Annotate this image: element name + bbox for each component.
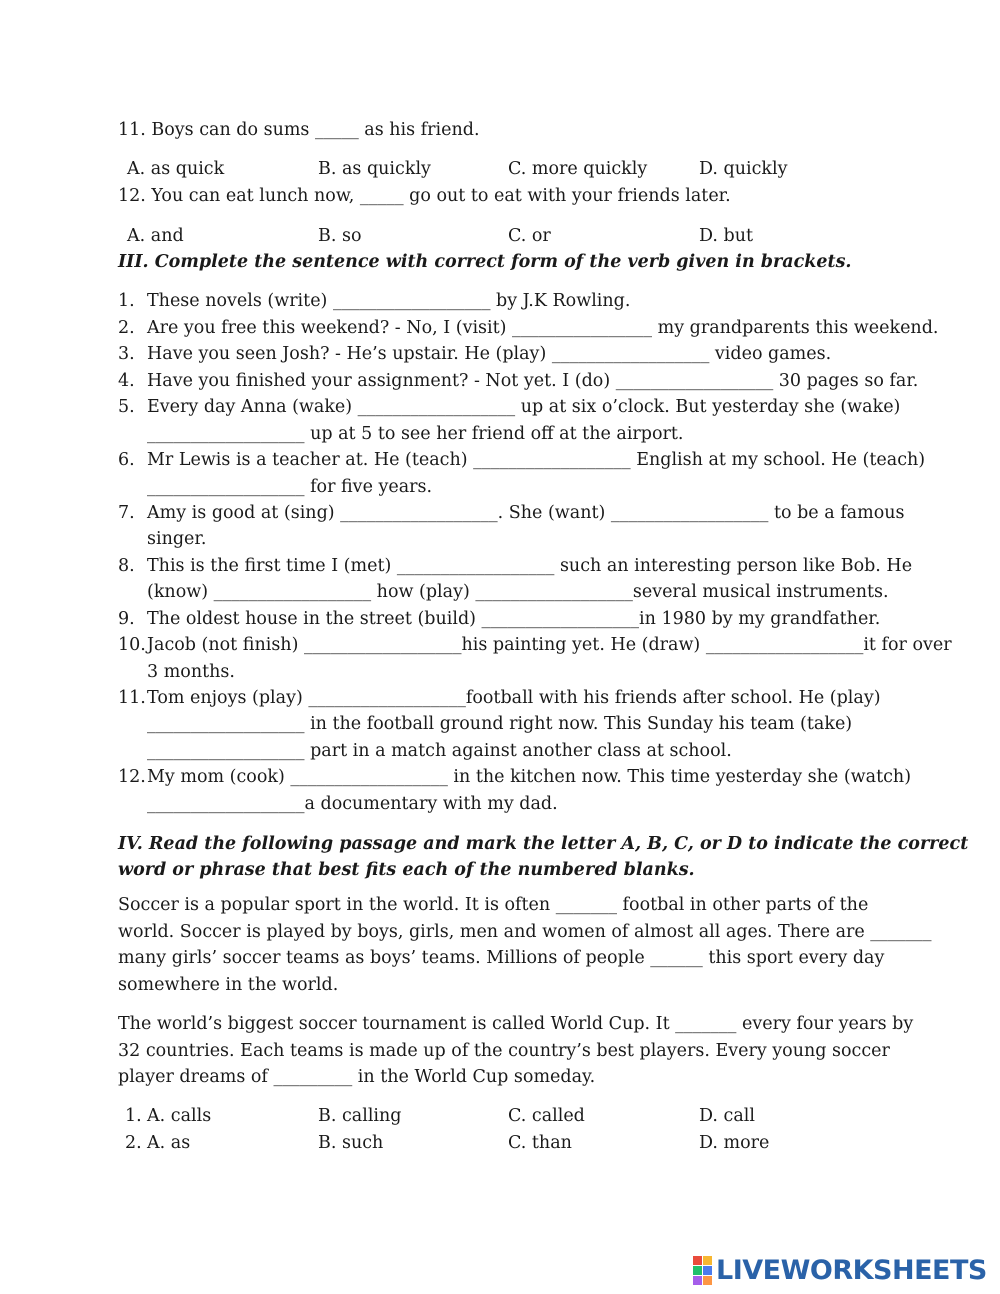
logo-text: LIVEWORKSHEETS [716, 1254, 987, 1286]
passage-line: The world’s biggest soccer tournament is called World Cup. It _______ every four years by [118, 1014, 914, 1034]
passage-line: 32 countries. Each teams is made up of the country’s best players. Every young soccer [118, 1041, 890, 1061]
item-text: 3 months. [147, 662, 235, 682]
question-11-options [127, 158, 887, 180]
option-c: C. or [508, 226, 551, 246]
item-text: Have you seen Josh? - He’s upstair. He (play) __________________ video games. [147, 344, 832, 364]
item-text: __________________a documentary with my dad. [147, 794, 558, 814]
option-d: D. quickly [699, 159, 788, 179]
item-text: The oldest house in the street (build) __________________in 1980 by my grandfather. [147, 609, 881, 629]
passage-line: player dreams of _________ in the World Cup someday. [118, 1067, 596, 1087]
item-text: Are you free this weekend? - No, I (visit) ________________ my grandparents this weekend. [147, 318, 939, 338]
item-text: __________________ in the football ground right now. This Sunday his team (take) [147, 714, 853, 734]
option-c: C. called [508, 1106, 585, 1126]
section-3-heading: III. Complete the sentence with correct form of the verb given in brackets. [118, 252, 852, 272]
question-12: 12. You can eat lunch now, _____ go out to eat with your friends later. [118, 186, 731, 206]
item-number: 6. [118, 450, 135, 470]
item-text: singer. [147, 529, 207, 549]
option-c: C. than [508, 1133, 572, 1153]
item-number: 12. [118, 767, 146, 787]
passage-question-number: 2. [125, 1133, 142, 1153]
option-d: D. but [699, 226, 754, 246]
option-b: B. so [318, 226, 362, 246]
item-text: Amy is good at (sing) __________________. She (want) __________________ to be a famous [147, 503, 905, 523]
item-text: Mr Lewis is a teacher at. He (teach) __________________ English at my school. He (teach) [147, 450, 926, 470]
option-a: A. calls [147, 1106, 212, 1126]
item-text: __________________ part in a match against another class at school. [147, 741, 732, 761]
liveworksheets-logo[interactable] [693, 1255, 987, 1285]
passage-question-2-options [147, 1132, 907, 1154]
item-text: Jacob (not finish) __________________his painting yet. He (draw) __________________it for over [147, 635, 952, 655]
option-a: A. and [127, 226, 184, 246]
passage-line: many girls’ soccer teams as boys’ teams. Millions of people ______ this sport every day [118, 948, 885, 968]
section-4-heading-line2: word or phrase that best fits each of the numbered blanks. [118, 860, 695, 880]
item-number: 4. [118, 371, 135, 391]
item-text: These novels (write) __________________ by J.K Rowling. [147, 291, 631, 311]
item-number: 11. [118, 688, 146, 708]
item-text: This is the first time I (met) __________________ such an interesting person like Bob. He [147, 556, 913, 576]
option-b: B. as quickly [318, 159, 431, 179]
passage-line: Soccer is a popular sport in the world. It is often _______ footbal in other parts of the [118, 895, 869, 915]
logo-block [693, 1266, 702, 1275]
item-number: 3. [118, 344, 135, 364]
passage-question-1-options [147, 1105, 907, 1127]
passage-question-number: 1. [125, 1106, 142, 1126]
logo-block [703, 1276, 712, 1285]
logo-block [703, 1256, 712, 1265]
liveworksheets-logo-icon [693, 1256, 712, 1285]
item-number: 7. [118, 503, 135, 523]
section-4-heading-line1: IV. Read the following passage and mark the letter A, B, C, or D to indicate the correct [118, 834, 969, 854]
option-d: D. call [699, 1106, 755, 1126]
item-text: Have you finished your assignment? - Not yet. I (do) __________________ 30 pages so far. [147, 371, 919, 391]
item-number: 9. [118, 609, 135, 629]
question-12-options [127, 225, 887, 247]
item-text: (know) __________________ how (play) __________________several musical instruments. [147, 582, 889, 602]
item-text: Tom enjoys (play) __________________football with his friends after school. He (play) [147, 688, 881, 708]
option-a: A. as quick [127, 159, 225, 179]
item-number: 10. [118, 635, 146, 655]
option-d: D. more [699, 1133, 770, 1153]
option-a: A. as [147, 1133, 191, 1153]
logo-block [693, 1256, 702, 1265]
item-text: __________________ up at 5 to see her friend off at the airport. [147, 424, 684, 444]
item-text: __________________ for five years. [147, 477, 433, 497]
item-text: Every day Anna (wake) __________________ up at six o’clock. But yesterday she (wake) [147, 397, 901, 417]
item-text: My mom (cook) __________________ in the kitchen now. This time yesterday she (watch) [147, 767, 912, 787]
item-number: 8. [118, 556, 135, 576]
item-number: 2. [118, 318, 135, 338]
logo-block [703, 1266, 712, 1275]
option-c: C. more quickly [508, 159, 648, 179]
option-b: B. such [318, 1133, 384, 1153]
logo-block [693, 1276, 702, 1285]
item-number: 5. [118, 397, 135, 417]
question-11: 11. Boys can do sums _____ as his friend. [118, 120, 480, 140]
option-b: B. calling [318, 1106, 402, 1126]
passage-line: world. Soccer is played by boys, girls, men and women of almost all ages. There are _______ [118, 922, 932, 942]
passage-line: somewhere in the world. [118, 975, 339, 995]
item-number: 1. [118, 291, 135, 311]
